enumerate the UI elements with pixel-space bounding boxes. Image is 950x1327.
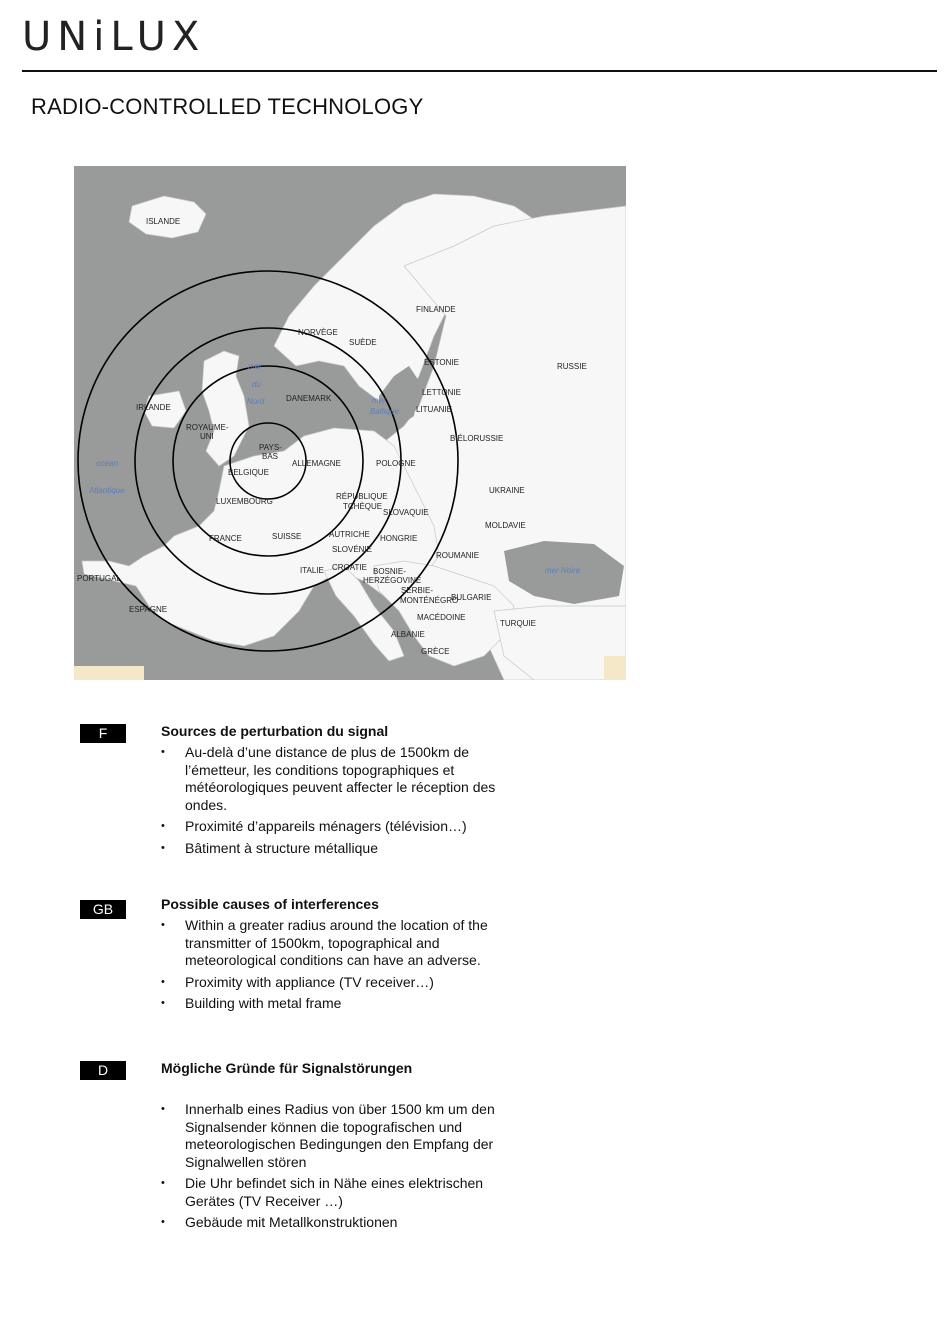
list-item bbox=[161, 1101, 531, 1171]
bullet-list bbox=[161, 1101, 531, 1232]
label-moldavie: MOLDAVIE bbox=[485, 521, 526, 530]
label-du: du bbox=[252, 380, 261, 389]
label-atlantique: Atlantique bbox=[89, 486, 125, 495]
page-title: RADIO-CONTROLLED TECHNOLOGY bbox=[31, 94, 424, 119]
label-portugal: PORTUGAL bbox=[77, 574, 121, 583]
list-item-text: Within a greater radius around the location of the transmitter of 1500km, topographical and meteorological conditions can have an adverse. bbox=[185, 917, 488, 968]
language-badge-gb: GB bbox=[80, 900, 126, 919]
bullet-icon: • bbox=[161, 997, 165, 1009]
label-uni: UNI bbox=[200, 432, 214, 441]
africa-coast bbox=[74, 666, 144, 680]
list-item bbox=[161, 1175, 531, 1210]
label-luxembourg: LUXEMBOURG bbox=[216, 497, 273, 506]
bullet-icon: • bbox=[161, 820, 165, 832]
label-mer-noire: mer Noire bbox=[545, 566, 581, 575]
list-item bbox=[161, 1214, 531, 1232]
label-mer: mer bbox=[248, 362, 262, 371]
brand-logo: UNiLUX bbox=[22, 14, 206, 60]
section-german bbox=[161, 1059, 531, 1236]
label-montenegro: MONTÉNÉGRO bbox=[400, 596, 459, 605]
label-ukraine: UKRAINE bbox=[489, 486, 525, 495]
label-croatie: CROATIE bbox=[332, 563, 367, 572]
bullet-icon: • bbox=[161, 1103, 165, 1115]
list-item bbox=[161, 974, 501, 992]
label-norvege: NORVÈGE bbox=[298, 328, 338, 337]
language-badge-f: F bbox=[80, 724, 126, 743]
europe-map-svg bbox=[74, 166, 626, 680]
label-danemark: DANEMARK bbox=[286, 394, 332, 403]
bullet-icon: • bbox=[161, 841, 165, 854]
label-bulgarie: BULGARIE bbox=[451, 593, 492, 602]
section-english bbox=[161, 895, 501, 1017]
list-item bbox=[161, 818, 531, 836]
list-item-text: Proximité d’appareils ménagers (télévision…) bbox=[185, 818, 467, 834]
section-heading: Mögliche Gründe für Signalstörungen bbox=[161, 1060, 413, 1076]
label-pays: PAYS- bbox=[259, 443, 282, 452]
label-autriche: AUTRICHE bbox=[329, 530, 370, 539]
bullet-icon: • bbox=[161, 919, 165, 931]
label-nord: Nord bbox=[247, 397, 265, 406]
list-item-text: Building with metal frame bbox=[185, 995, 342, 1011]
asia-coast bbox=[604, 656, 626, 680]
section-french bbox=[161, 722, 531, 861]
europe-map bbox=[74, 166, 626, 680]
label-republique: RÉPUBLIQUE bbox=[336, 492, 388, 501]
label-bielorussie: BIÉLORUSSIE bbox=[450, 434, 504, 443]
header-divider bbox=[22, 70, 937, 72]
label-baltique: Baltique bbox=[370, 407, 399, 416]
list-item-text: Gebäude mit Metallkonstruktionen bbox=[185, 1214, 398, 1230]
label-russie: RUSSIE bbox=[557, 362, 587, 371]
label-suede: SUÈDE bbox=[349, 338, 377, 347]
bullet-icon: • bbox=[161, 1216, 165, 1228]
label-macedoine: MACÉDOINE bbox=[417, 613, 466, 622]
list-item bbox=[161, 995, 501, 1013]
section-heading: Sources de perturbation du signal bbox=[161, 723, 389, 739]
list-item-text: Bâtiment à structure métallique bbox=[185, 839, 378, 856]
language-badge-d: D bbox=[80, 1061, 126, 1080]
label-royaume: ROYAUME- bbox=[186, 423, 229, 432]
label-roumanie: ROUMANIE bbox=[436, 551, 480, 560]
label-pologne: POLOGNE bbox=[376, 459, 416, 468]
list-item bbox=[161, 840, 531, 858]
label-serbie: SERBIE- bbox=[401, 586, 434, 595]
label-mer-baltique-1: mer bbox=[372, 396, 386, 405]
list-item bbox=[161, 744, 531, 814]
label-bas: BAS bbox=[262, 452, 279, 461]
label-albanie: ALBANIE bbox=[391, 630, 425, 639]
bullet-list bbox=[161, 744, 531, 857]
bullet-list bbox=[161, 917, 501, 1013]
bullet-icon: • bbox=[161, 746, 165, 758]
label-tcheque: TCHÈQUE bbox=[343, 502, 383, 511]
label-irlande: IRLANDE bbox=[136, 403, 171, 412]
label-grece: GRÈCE bbox=[421, 647, 450, 656]
label-hongrie: HONGRIE bbox=[380, 534, 418, 543]
label-ocean: océan bbox=[96, 459, 118, 468]
list-item-text: Innerhalb eines Radius von über 1500 km um den Signalsender können die topografischen und meteorologischen Bedingungen den Empfang der Signalwellen stören bbox=[185, 1101, 495, 1170]
label-finlande: FINLANDE bbox=[416, 305, 456, 314]
label-turquie: TURQUIE bbox=[500, 619, 536, 628]
label-france: FRANCE bbox=[209, 534, 242, 543]
list-item-text: Proximity with appliance (TV receiver…) bbox=[185, 973, 434, 990]
section-heading: Possible causes of interferences bbox=[161, 896, 379, 912]
label-bosnie: BOSNIE- bbox=[373, 567, 406, 576]
list-item-text: Die Uhr befindet sich in Nähe eines elektrischen Gerätes (TV Receiver …) bbox=[185, 1175, 484, 1209]
label-estonie: ESTONIE bbox=[424, 358, 459, 367]
bullet-icon: • bbox=[161, 1177, 165, 1189]
label-belgique: BELGIQUE bbox=[228, 468, 269, 477]
list-item bbox=[161, 917, 501, 970]
label-slovaquie: SLOVAQUIE bbox=[383, 508, 429, 517]
label-lettonie: LETTONIE bbox=[422, 388, 461, 397]
label-lituanie: LITUANIE bbox=[416, 405, 453, 414]
label-suisse: SUISSE bbox=[272, 532, 302, 541]
label-islande: ISLANDE bbox=[146, 217, 181, 226]
label-herzegovine: HERZÉGOVINE bbox=[363, 576, 422, 585]
label-espagne: ESPAGNE bbox=[129, 605, 168, 614]
label-allemagne: ALLEMAGNE bbox=[292, 459, 341, 468]
label-slovenie: SLOVÉNIE bbox=[332, 545, 373, 554]
label-italie: ITALIE bbox=[300, 566, 324, 575]
list-item-text: Au-delà d’une distance de plus de 1500km de l’émetteur, les conditions topographiques et météorologiques peuvent affecter le réception des ondes. bbox=[185, 744, 496, 813]
bullet-icon: • bbox=[161, 975, 165, 988]
